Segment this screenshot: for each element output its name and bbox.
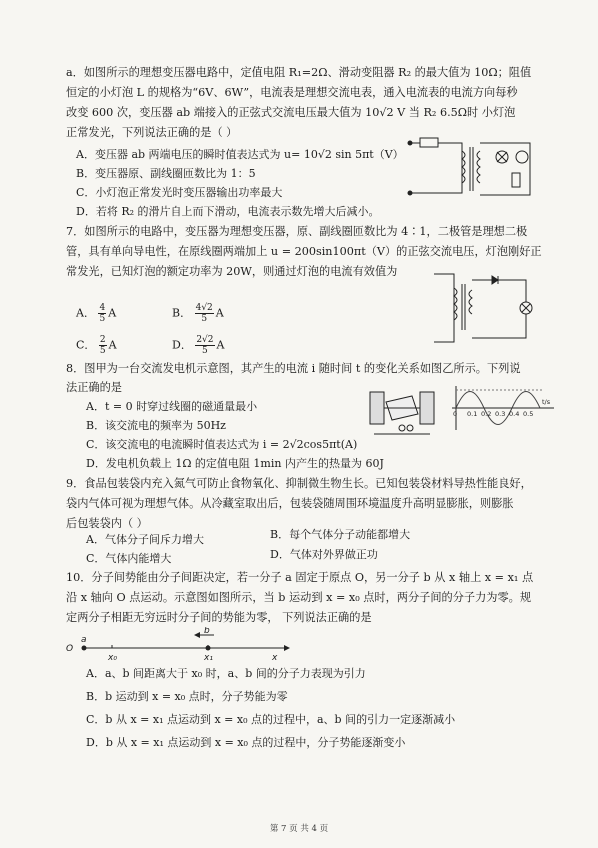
q7-option-a-numerator: 4 xyxy=(99,303,106,313)
q7-option-c-fraction xyxy=(99,335,107,356)
q8-tick-0: 0 xyxy=(453,410,458,418)
q9-option-c: C．气体内能增大 xyxy=(86,552,172,565)
q7-option-b-numerator: 4√2 xyxy=(195,303,213,313)
q7-option-b-fraction xyxy=(195,303,214,324)
q8-option-a: A．t = 0 时穿过线圈的磁通量最小 xyxy=(86,400,258,413)
q10-line-2: 沿 x 轴向 O 点运动。示意图如图所示，当 b 运动到 x = x₀ 点时，两分子间的分子力为零。规 xyxy=(66,591,532,604)
q8-tick-2: 0.2 xyxy=(481,410,492,418)
q7-line-2: 管，具有单向导电性，在原线圈两端加上 u = 200sin100πt（V）的正弦交流电压，灯泡刚好正 xyxy=(66,245,542,258)
q10-x-label: x xyxy=(272,653,278,663)
q7-option-c-denominator: 5 xyxy=(99,346,106,356)
q10-option-d: D．b 从 x = x₁ 点运动到 x = x₀ 点的过程中，分子势能逐渐变小 xyxy=(86,736,406,749)
q6-option-c: C．小灯泡正常发光时变压器输出功率最大 xyxy=(76,186,283,199)
q10-x0-label: x₀ xyxy=(108,653,117,663)
q7-option-b-label: B． xyxy=(172,306,192,320)
q8-tick-5: 0.5 xyxy=(523,410,534,418)
q7-option-a-unit: A xyxy=(108,306,117,320)
q7-option-b-unit: A xyxy=(215,306,224,320)
q8-tick-3: 0.3 xyxy=(495,410,506,418)
q8-line-2: 法正确的是 xyxy=(66,381,122,394)
q9-option-a: A．气体分子间斥力增大 xyxy=(86,533,204,546)
q7-option-d-unit: A xyxy=(216,338,225,352)
q9-line-3: 后包装袋内（ ） xyxy=(66,517,148,530)
q6-option-d: D．若将 R₂ 的滑片自上而下滑动，电流表示数先增大后减小。 xyxy=(76,205,380,218)
q10-option-b: B．b 运动到 x = x₀ 点时，分子势能为零 xyxy=(86,690,288,703)
q8-current-graph xyxy=(448,382,560,434)
q10-b-label: b xyxy=(204,627,210,636)
q10-origin-label: O xyxy=(66,644,74,654)
q7-option-d-denominator: 5 xyxy=(202,346,208,356)
q8-option-d: D．发电机负载上 1Ω 的定值电阻 1min 内产生的热量为 60J xyxy=(86,457,384,470)
q7-option-b xyxy=(172,303,224,324)
q10-x1-label: x₁ xyxy=(204,653,213,663)
q6-line-2: 恒定的小灯泡 L 的规格为“6V、6W”，电流表是理想交流电表，通入电流表的电流方向每秒 xyxy=(66,86,518,99)
q6-transformer-circuit-figure xyxy=(400,133,540,211)
q7-option-d-fraction xyxy=(195,335,214,356)
q7-option-a-denominator: 5 xyxy=(99,314,106,324)
q9-option-b: B．每个气体分子动能都增大 xyxy=(270,528,411,541)
q9-option-d: D．气体对外界做正功 xyxy=(270,548,378,561)
q9-line-1: 9．食品包装袋内充入氮气可防止食物氧化、抑制微生物生长。已知包装袋材料导热性能良好， xyxy=(66,477,532,490)
q7-option-a-label: A． xyxy=(76,306,95,320)
q9-line-2: 袋内气体可视为理想气体。从冷藏室取出后，包装袋随周围环境温度升高明显膨胀，则膨胀 xyxy=(66,497,514,510)
q6-line-1: a．如图所示的理想变压器电路中，定值电阻 R₁=2Ω、滑动变阻器 R₂ 的最大值为 10Ω；阻值 xyxy=(66,66,532,79)
q6-option-b: B．变压器原、副线圈匝数比为 1：5 xyxy=(76,167,256,180)
q8-xlabel: t/s xyxy=(542,398,551,406)
q7-option-d-numerator: 2√2 xyxy=(196,335,214,345)
q7-option-a-fraction xyxy=(98,303,106,324)
q7-option-c xyxy=(76,335,117,356)
q7-option-c-unit: A xyxy=(108,338,117,352)
page-footer: 第 7 页 共 4 页 xyxy=(269,824,329,834)
q7-option-c-label: C． xyxy=(76,338,96,352)
q6-line-3: 改变 600 次，变压器 ab 端接入的正弦式交流电压最大值为 10√2 V 当 R₂ 6.5Ω时 小灯泡 xyxy=(66,106,516,119)
q7-diode-circuit-figure xyxy=(428,268,534,348)
q7-option-d-label: D． xyxy=(172,338,192,352)
q7-line-1: 7．如图所示的电路中，变压器为理想变压器，原、副线圈匝数比为 4∶1，二极管是理想二极 xyxy=(66,225,528,238)
q7-line-3: 常发光，已知灯泡的额定功率为 20W，则通过灯泡的电流有效值为 xyxy=(66,265,398,278)
q10-line-1: 10．分子间势能由分子间距决定，若一分子 a 固定于原点 O，另一分子 b 从 x 轴上 x = x₁ 点 xyxy=(66,571,534,584)
q6-line-4: 正常发光，下列说法正确的是（ ） xyxy=(66,126,238,139)
q10-axis-figure xyxy=(60,627,300,667)
q7-option-b-denominator: 5 xyxy=(201,314,208,324)
q10-a-label: a xyxy=(81,635,87,645)
q8-line-1: 8．图甲为一台交流发电机示意图，其产生的电流 i 随时间 t 的变化关系如图乙所示。下列说 xyxy=(66,362,521,375)
q10-option-a: A．a、b 间距离大于 x₀ 时，a、b 间的分子力表现为引力 xyxy=(86,667,366,680)
q8-option-c: C．该交流电的电流瞬时值表达式为 i = 2√2cos5πt(A) xyxy=(86,438,358,451)
q7-option-a xyxy=(76,303,116,324)
q10-line-3: 定两分子相距无穷远时分子间的势能为零， 下列说法正确的是 xyxy=(66,611,372,624)
q7-option-d xyxy=(172,335,224,356)
q8-tick-4: 0.4 xyxy=(509,410,520,418)
q7-option-c-numerator: 2 xyxy=(99,335,106,345)
q8-tick-1: 0.1 xyxy=(467,410,478,418)
q8-option-b: B．该交流电的频率为 50Hz xyxy=(86,419,226,432)
q8-generator-figure xyxy=(364,384,444,440)
q6-option-a: A．变压器 ab 两端电压的瞬时值表达式为 u= 10√2 sin 5πt（V） xyxy=(76,148,404,161)
q10-option-c: C．b 从 x = x₁ 点运动到 x = x₀ 点的过程中，a、b 间的引力一定逐渐减小 xyxy=(86,713,456,726)
